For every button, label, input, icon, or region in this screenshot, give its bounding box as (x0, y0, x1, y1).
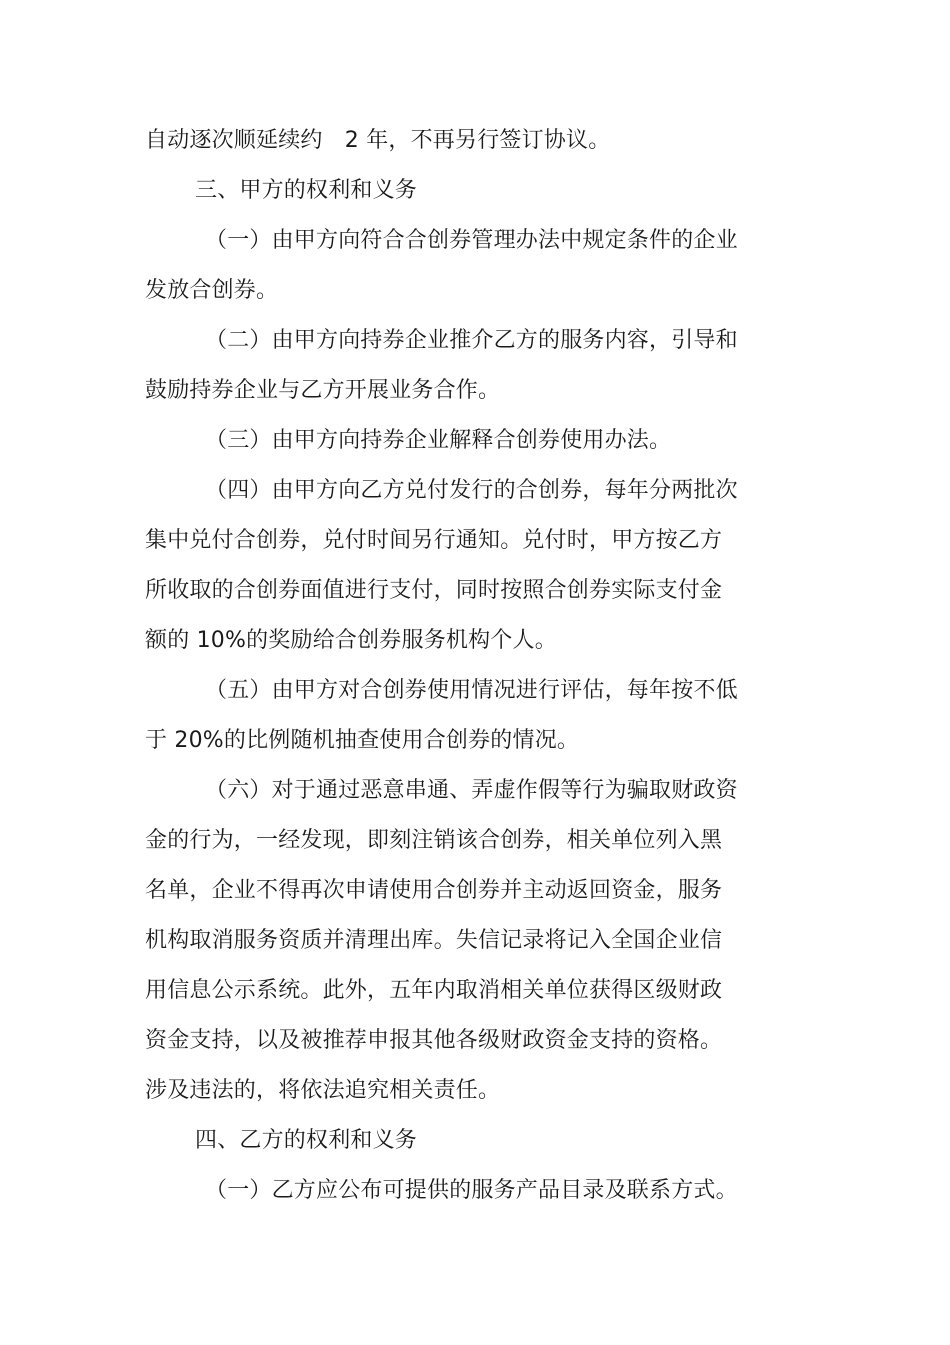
clause-2-line-1: （二）由甲方向持券企业推介乙方的服务内容，引导和 (205, 328, 738, 353)
clause-4-line-3: 所收取的合创券面值进行支付，同时按照合创券实际支付金 (145, 578, 723, 603)
clause-1-line-2: 发放合创券。 (145, 278, 279, 303)
section-heading-4: 四、乙方的权利和义务 (195, 1128, 418, 1153)
section-heading-3: 三、甲方的权利和义务 (195, 178, 418, 203)
clause-b1-line-1: （一）乙方应公布可提供的服务产品目录及联系方式。 (205, 1178, 738, 1203)
clause-4-line-4: 额的 10%的奖励给合创券服务机构个人。 (145, 628, 557, 653)
clause-4-line-2: 集中兑付合创券，兑付时间另行通知。兑付时，甲方按乙方 (145, 528, 723, 553)
text-line-1: 自动逐次顺延续约 2 年，不再另行签订协议。 (145, 128, 611, 153)
clause-3-line-1: （三）由甲方向持券企业解释合创券使用办法。 (205, 428, 672, 453)
clause-4-line-1: （四）由甲方向乙方兑付发行的合创券，每年分两批次 (205, 478, 738, 503)
clause-6-line-7: 涉及违法的，将依法追究相关责任。 (145, 1078, 501, 1103)
clause-2-line-2: 鼓励持券企业与乙方开展业务合作。 (145, 378, 501, 403)
clause-1-line-1: （一）由甲方向符合合创券管理办法中规定条件的企业 (205, 228, 738, 253)
clause-6-line-3: 名单，企业不得再次申请使用合创券并主动返回资金，服务 (145, 878, 723, 903)
clause-5-line-1: （五）由甲方对合创券使用情况进行评估，每年按不低 (205, 678, 738, 703)
clause-6-line-6: 资金支持，以及被推荐申报其他各级财政资金支持的资格。 (145, 1028, 723, 1053)
clause-6-line-1: （六）对于通过恶意串通、弄虚作假等行为骗取财政资 (205, 778, 738, 803)
clause-6-line-2: 金的行为，一经发现，即刻注销该合创券，相关单位列入黑 (145, 828, 723, 853)
clause-6-line-4: 机构取消服务资质并清理出库。失信记录将记入全国企业信 (145, 928, 723, 953)
clause-6-line-5: 用信息公示系统。此外，五年内取消相关单位获得区级财政 (145, 978, 723, 1003)
clause-5-line-2: 于 20%的比例随机抽查使用合创券的情况。 (145, 728, 580, 753)
